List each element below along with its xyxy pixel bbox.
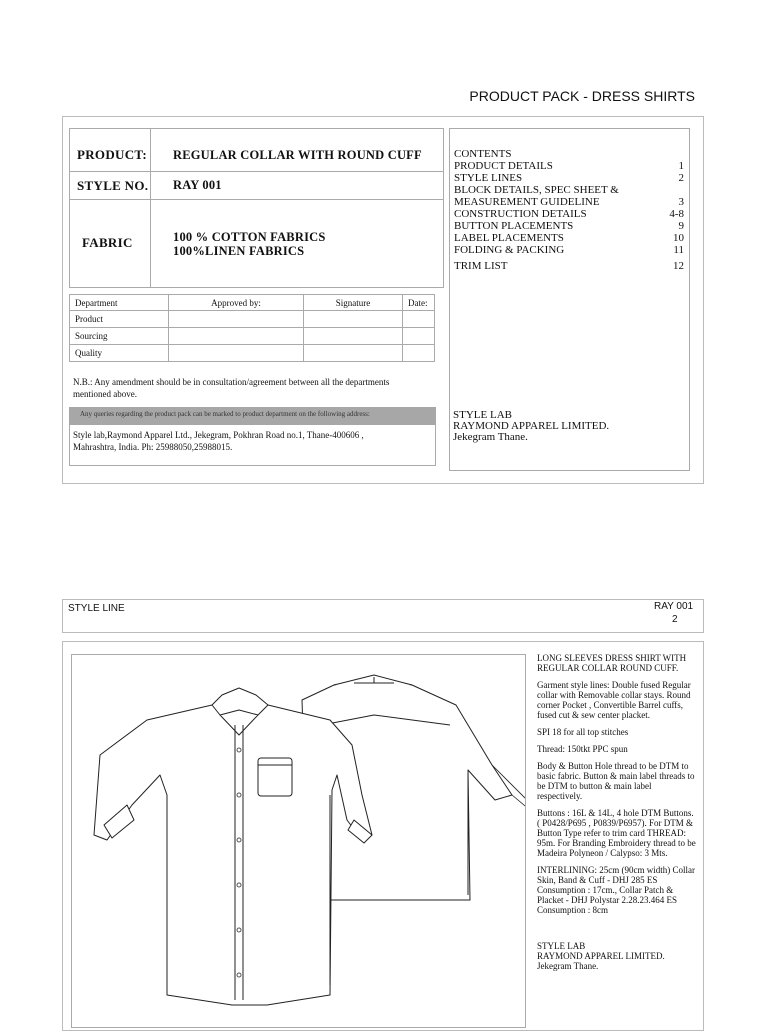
table-header-cell: Signature: [304, 295, 403, 311]
shirt-back-view: [302, 675, 525, 900]
date-cell: [403, 328, 435, 345]
table-header-row: [70, 295, 435, 311]
date-cell: [403, 311, 435, 328]
stylelab-line: Jekegram Thane.: [537, 961, 599, 971]
amendment-note: N.B.: Any amendment should be in consultation/agreement between all the departments mentioned above.: [73, 377, 390, 399]
styleline-label: STYLE LINE: [68, 603, 125, 614]
toc-item: CONSTRUCTION DETAILS 4-8: [454, 208, 684, 220]
approved-by-cell: [169, 328, 304, 345]
description-paragraph: INTERLINING: 25cm (90cm width) Collar Skin, Band & Cuff - DHJ 285 ES Consumption : 17cm., Collar Patch & Placket - DHJ Polystar 2.28.23.464 ES Consumption : 8cm: [537, 865, 695, 915]
signature-cell: [304, 311, 403, 328]
stylelab-line: STYLE LAB: [453, 409, 512, 421]
stylelab-line: RAYMOND APPAREL LIMITED.: [537, 951, 665, 961]
table-row: [70, 328, 435, 345]
approved-by-cell: [169, 345, 304, 362]
toc-item: PRODUCT DETAILS 1: [454, 160, 684, 172]
product-value: REGULAR COLLAR WITH ROUND CUFF: [173, 148, 422, 162]
department-cell: Quality: [70, 345, 169, 362]
description-paragraph: Body & Button Hole thread to be DTM to basic fabric. Button & main label threads to be DTM to button & main label respectively.: [537, 761, 695, 801]
stylelab-block: [453, 410, 609, 443]
table-header-cell: Department: [70, 295, 169, 311]
toc-item: LABEL PLACEMENTS 10: [454, 232, 684, 244]
toc-item: TRIM LIST 12: [454, 260, 684, 272]
table-header-cell: Date:: [403, 295, 435, 311]
toc-item: FOLDING & PACKING 11: [454, 244, 684, 256]
table-row: [70, 345, 435, 362]
address-text: Style lab,Raymond Apparel Ltd., Jekegram, Pokhran Road no.1, Thane-400606 , Mahrashtra, India. Ph: 25988050,25988015.: [73, 430, 364, 452]
style-description: [537, 653, 697, 971]
fabric-line-1: 100 % COTTON FABRICS: [173, 230, 326, 244]
description-paragraph: Thread: 150tkt PPC spun: [537, 744, 628, 754]
toc-item: STYLE LINES 2: [454, 172, 684, 184]
signature-cell: [304, 328, 403, 345]
approved-by-cell: [169, 311, 304, 328]
stylelab-line: RAYMOND APPAREL LIMITED.: [453, 420, 610, 432]
shirt-front-view: [94, 688, 372, 1005]
style-value: RAY 001: [173, 178, 222, 192]
product-details-box: [69, 128, 444, 288]
approval-table: [69, 294, 435, 362]
department-cell: Sourcing: [70, 328, 169, 345]
date-cell: [403, 345, 435, 362]
description-paragraph: Buttons : 16L & 14L, 4 hole DTM Buttons. ( P0428/P695 , P0839/P6957). For DTM & Button Type refer to trim card THREAD: 95m. For Branding Embroidery thread to be Madeira Polyneon / Calypso: 3 Mts.: [537, 808, 696, 858]
fabric-label: FABRIC: [82, 235, 133, 250]
table-header-cell: Approved by:: [169, 295, 304, 311]
product-label: PRODUCT:: [77, 147, 148, 162]
description-paragraph: Garment style lines: Double fused Regular collar with Removable collar stays. Round corner Pocket , Convertible Barrel cuffs, fused cut & sew center placket.: [537, 680, 691, 720]
shirt-drawing-box: [71, 654, 526, 1028]
style-label: STYLE NO.: [77, 178, 149, 193]
stylelab-line: STYLE LAB: [537, 941, 586, 951]
department-cell: Product: [70, 311, 169, 328]
toc-item: BUTTON PLACEMENTS 9: [454, 220, 684, 232]
stylelab-line: Jekegram Thane.: [453, 431, 528, 443]
toc-item: BLOCK DETAILS, SPEC SHEET &: [454, 184, 619, 196]
table-row: [70, 311, 435, 328]
signature-cell: [304, 345, 403, 362]
description-paragraph: SPI 18 for all top stitches: [537, 727, 629, 737]
style-code: RAY 001: [654, 601, 694, 612]
description-paragraph: LONG SLEEVES DRESS SHIRT WITH REGULAR COLLAR ROUND CUFF.: [537, 653, 687, 673]
page-title: PRODUCT PACK - DRESS SHIRTS: [469, 88, 695, 104]
address-bar: Any queries regarding the product pack can be marked to product department on the following address:: [69, 407, 436, 425]
fabric-line-2: 100%LINEN FABRICS: [173, 244, 305, 258]
page-number: 2: [672, 614, 678, 625]
toc-item: MEASUREMENT GUIDELINE 3: [454, 196, 684, 208]
styleline-header: [62, 599, 704, 633]
contents-heading: CONTENTS: [454, 148, 512, 160]
shirt-sketch: [72, 655, 525, 1027]
